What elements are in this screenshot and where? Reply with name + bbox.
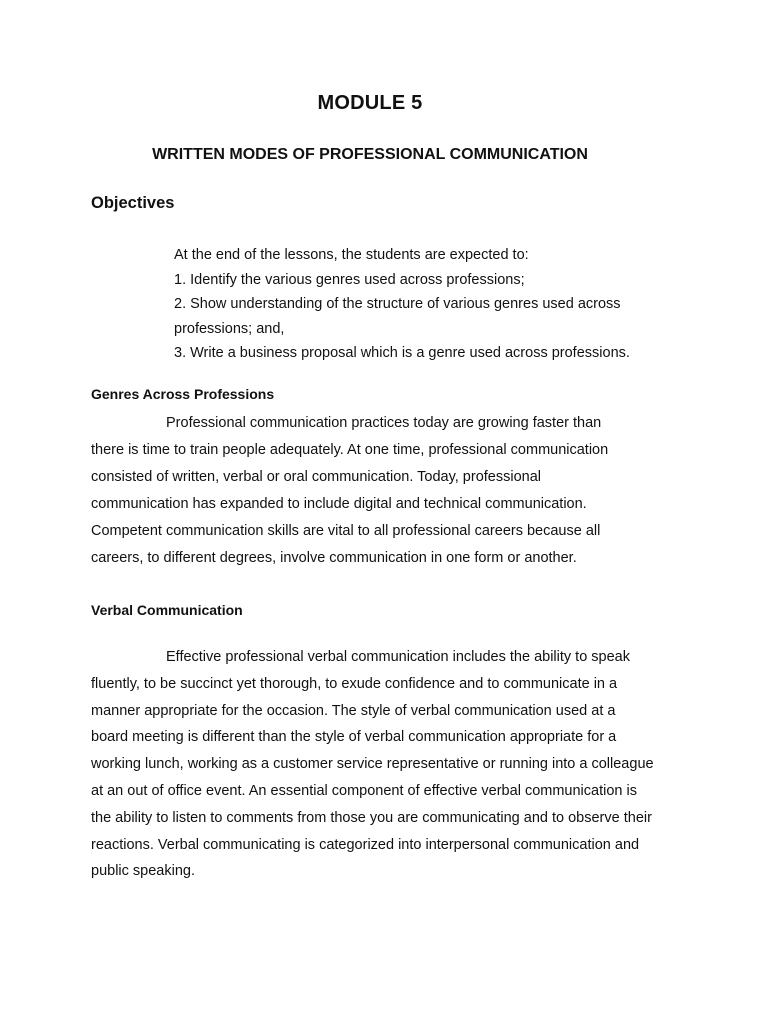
paragraph-line: public speaking. (91, 863, 195, 880)
paragraph-line: there is time to train people adequately. At one time, professional communication (91, 442, 609, 458)
genres-paragraph (91, 410, 691, 572)
paragraph-line: reactions. Verbal communicating is categorized into interpersonal communication and (91, 836, 640, 853)
paragraph-line: manner appropriate for the occasion. The style of verbal communication used at a (91, 702, 616, 719)
objectives-list (174, 243, 674, 366)
module-title: MODULE 5 (317, 92, 423, 114)
verbal-section-heading: Verbal Communication (91, 602, 243, 618)
objectives-heading: Objectives (91, 194, 175, 212)
paragraph-line: Effective professional verbal communication includes the ability to speak (166, 649, 630, 665)
paragraph-line: Professional communication practices today are growing faster than (166, 415, 602, 431)
paragraph-line: communication has expanded to include digital and technical communication. (91, 496, 587, 512)
objectives-line: At the end of the lessons, the students are expected to: (174, 247, 529, 263)
verbal-paragraph (91, 644, 691, 885)
module-subtitle: WRITTEN MODES OF PROFESSIONAL COMMUNICATION (152, 146, 588, 163)
paragraph-line: fluently, to be succinct yet thorough, to exude confidence and to communicate in a (91, 675, 618, 692)
genres-section-heading: Genres Across Professions (91, 386, 275, 402)
objectives-line: 3. Write a business proposal which is a genre used across professions. (174, 345, 630, 362)
paragraph-line: the ability to listen to comments from those you are communicating and to observe their (91, 809, 652, 826)
paragraph-line: board meeting is different than the style of verbal communication appropriate for a (91, 729, 617, 746)
paragraph-line: consisted of written, verbal or oral communication. Today, professional (91, 469, 541, 485)
objectives-line: professions; and, (174, 320, 285, 337)
paragraph-line: working lunch, working as a customer service representative or running into a colleague (91, 756, 654, 773)
paragraph-line: Competent communication skills are vital to all professional careers because all (91, 523, 601, 539)
paragraph-line: at an out of office event. An essential component of effective verbal communication is (91, 782, 637, 799)
objectives-line: 2. Show understanding of the structure of various genres used across (174, 296, 621, 313)
paragraph-line: careers, to different degrees, involve communication in one form or another. (91, 550, 577, 566)
objectives-line: 1. Identify the various genres used across professions; (174, 271, 525, 288)
